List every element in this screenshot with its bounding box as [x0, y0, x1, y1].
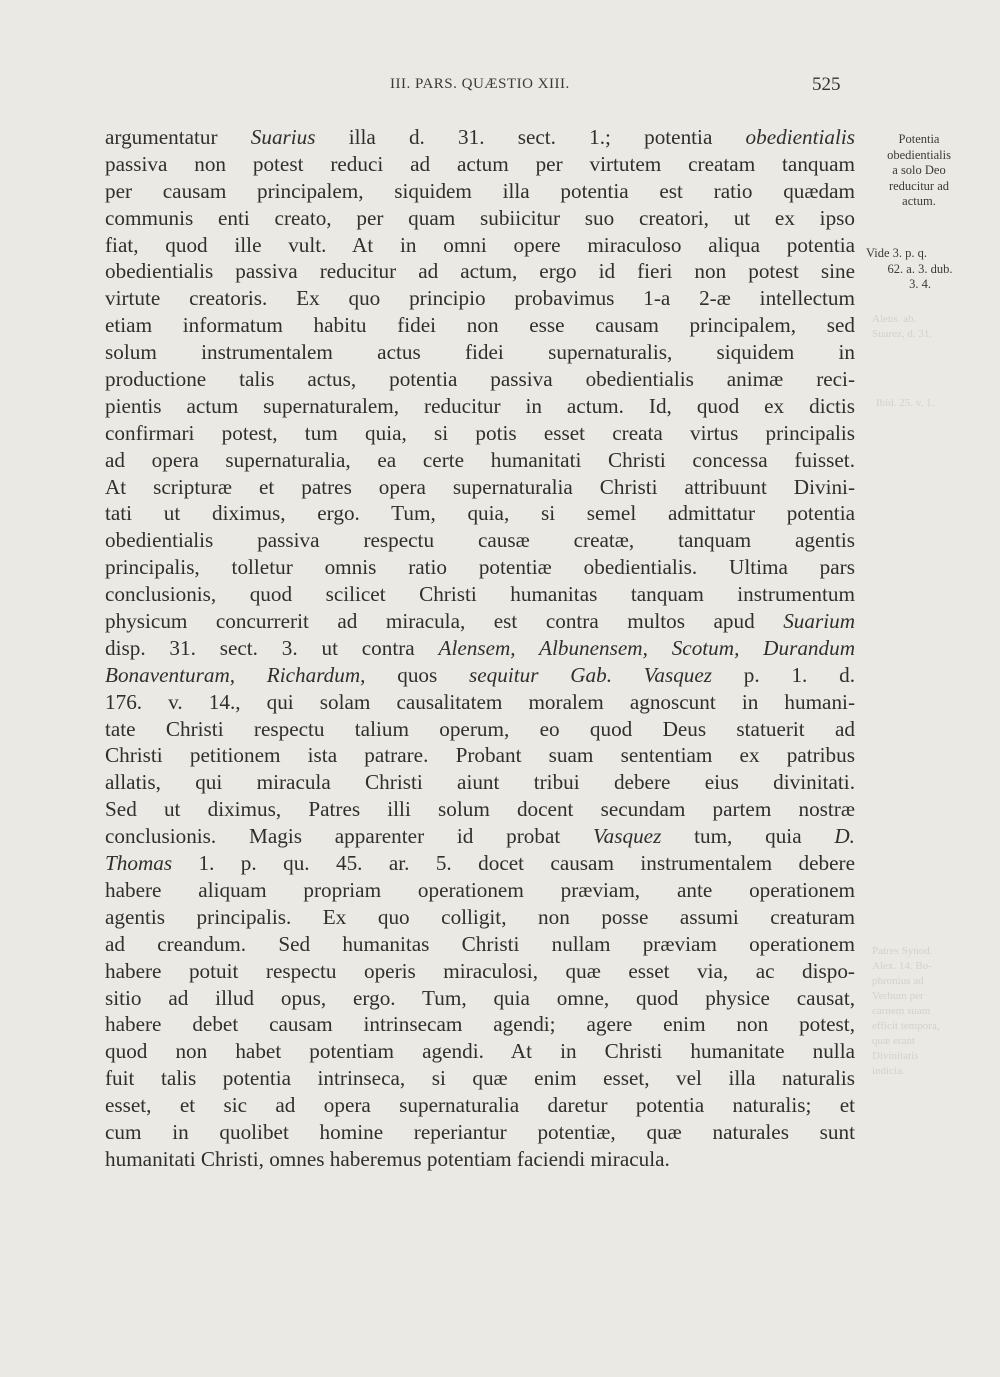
margin-note-line: a solo Deo	[892, 163, 946, 177]
text-line	[105, 904, 855, 931]
text-run: conclusionis. Magis apparenter id probat	[105, 824, 594, 849]
text-run: per causam principalem, siquidem illa potentia est ratio quædam	[105, 178, 855, 203]
text-run: obedientialis passiva respectu causæ creatæ, tanquam agentis	[105, 528, 855, 553]
italic-text: sequitur Gab. Vasquez	[469, 662, 713, 687]
bleed-through-line: indicia.	[872, 1065, 905, 1077]
text-run: habere aliquam propriam operationem præviam, ante operationem	[105, 877, 855, 902]
bleed-through-note	[872, 944, 992, 1079]
text-run: At scripturæ et patres opera supernaturalia Christi attribuunt Divini-	[105, 474, 855, 499]
text-line	[105, 474, 855, 501]
italic-text: Thomas	[105, 851, 173, 876]
text-run: ad creandum. Sed humanitas Christi nullam præviam operationem	[105, 931, 855, 956]
text-line	[105, 527, 855, 554]
italic-text: Suarium	[783, 609, 855, 634]
text-line	[105, 662, 855, 689]
bleed-through-line: Ibid. 25. v. 1.	[876, 397, 935, 409]
text-run: ad opera supernaturalia, ea certe humanitati Christi concessa fuisset.	[105, 447, 855, 472]
bleed-through-line: Verbum per	[872, 990, 924, 1002]
text-line	[105, 1146, 855, 1173]
text-line	[105, 285, 855, 312]
margin-note-line: actum.	[902, 194, 936, 208]
italic-text: Alensem, Albunensem, Scotum, Durandum	[438, 635, 855, 660]
bleed-through-note	[872, 312, 982, 342]
text-line	[105, 823, 855, 850]
text-run: etiam informatum habitu fidei non esse causam principalem, sed	[105, 313, 855, 338]
italic-text: Suarius	[250, 125, 316, 149]
bleed-through-line: quæ erant	[872, 1035, 916, 1047]
italic-text: Vasquez	[593, 824, 662, 849]
text-line	[105, 178, 855, 205]
margin-note-line: obedientialis	[887, 147, 951, 162]
text-line	[105, 205, 855, 232]
bleed-through-note	[876, 396, 986, 411]
text-run: Christi petitionem ista patrare. Probant suam sententiam ex patribus	[105, 743, 855, 768]
text-run: obedientialis passiva reducitur ad actum, ergo id fieri non potest sine	[105, 259, 855, 284]
italic-text: D.	[834, 824, 855, 849]
text-line	[105, 447, 855, 474]
text-run: pientis actum supernaturalem, reducitur in actum. Id, quod ex dictis	[105, 393, 855, 418]
text-run: fiat, quod ille vult. At in omni opere miraculoso aliqua potentia	[105, 232, 855, 257]
text-run: productione talis actus, potentia passiva obedientialis animæ reci-	[105, 367, 855, 392]
text-line	[105, 877, 855, 904]
text-line	[105, 500, 855, 527]
text-run: Sed ut diximus, Patres illi solum docent secundam partem nostræ	[105, 797, 855, 822]
text-line	[105, 420, 855, 447]
margin-note-potentia	[864, 132, 974, 210]
text-run: physicum concurrerit ad miracula, est contra multos apud	[105, 609, 784, 634]
text-line	[105, 985, 855, 1012]
text-run: habere debet causam intrinsecam agendi; agere enim non potest,	[105, 1012, 855, 1037]
text-line	[105, 716, 855, 743]
text-line	[105, 742, 855, 769]
text-run: passiva non potest reduci ad actum per virtutem creatam tanquam	[105, 151, 855, 176]
text-run: quos	[365, 662, 470, 687]
text-line	[105, 796, 855, 823]
text-run: illa d. 31. sect. 1.; potentia	[315, 125, 746, 149]
bleed-through-line: Alens. ab.	[872, 313, 917, 325]
text-line	[105, 1038, 855, 1065]
text-line	[105, 1011, 855, 1038]
bleed-through-line: Alex. 14. Bo-	[872, 960, 932, 972]
margin-note-line: 62. a. 3. dub.	[887, 261, 953, 276]
text-run: tate Christi respectu talium operum, eo quod Deus statuerit ad	[105, 716, 855, 741]
text-run: conclusionis, quod scilicet Christi humanitas tanquam instrumentum	[105, 582, 855, 607]
text-line	[105, 124, 855, 151]
text-line	[105, 958, 855, 985]
text-line	[105, 393, 855, 420]
text-line	[105, 554, 855, 581]
text-line	[105, 258, 855, 285]
text-run: 176. v. 14., qui solam causalitatem moralem agnoscunt in humani-	[105, 689, 855, 714]
text-line	[105, 151, 855, 178]
text-line	[105, 850, 855, 877]
italic-text: obedientialis	[745, 125, 856, 149]
margin-note-line: Vide 3. p. q.	[866, 246, 928, 260]
text-run: communis enti creato, per quam subiicitur suo creatori, ut ex ipso	[105, 205, 855, 230]
text-line	[105, 1119, 855, 1146]
text-run: principalis, tolletur omnis ratio potentiæ obedientialis. Ultima pars	[105, 555, 855, 580]
text-run: 1. p. qu. 45. ar. 5. docet causam instrumentalem debere	[172, 851, 855, 876]
bleed-through-line: efficit tempora,	[872, 1020, 940, 1032]
text-line	[105, 931, 855, 958]
text-run: habere potuit respectu operis miraculosi, quæ esset via, ac dispo-	[105, 958, 855, 983]
text-run: humanitati Christi, omnes haberemus potentiam faciendi miracula.	[105, 1146, 670, 1171]
margin-note-line: 3. 4.	[909, 277, 931, 291]
text-line	[105, 689, 855, 716]
italic-text: Bonaventuram, Richardum,	[105, 662, 366, 687]
bleed-through-line: phronius ad	[872, 975, 924, 987]
margin-note-line: Potentia	[898, 132, 940, 146]
text-line	[105, 366, 855, 393]
text-run: virtute creatoris. Ex quo principio probavimus 1-a 2-æ intellectum	[105, 286, 855, 311]
text-run: quod non habet potentiam agendi. At in Christi humanitate nulla	[105, 1039, 855, 1064]
text-line	[105, 635, 855, 662]
text-line	[105, 1065, 855, 1092]
bleed-through-line: Divinitatis	[872, 1050, 919, 1062]
bleed-through-line: carnem suam	[872, 1005, 931, 1017]
text-run: esset, et sic ad opera supernaturalia daretur potentia naturalis; et	[105, 1093, 855, 1118]
running-head: III. PARS. QUÆSTIO XIII.	[390, 76, 570, 92]
page-number: 525	[812, 74, 841, 95]
bleed-through-line: Patres Synod.	[872, 945, 933, 957]
body-text	[105, 124, 855, 1173]
text-run: disp. 31. sect. 3. ut contra	[105, 635, 439, 660]
text-line	[105, 769, 855, 796]
text-line	[105, 608, 855, 635]
text-run: confirmari potest, tum quia, si potis esset creata virtus principalis	[105, 420, 855, 445]
bleed-through-line: Suarez, d. 31.	[872, 328, 933, 340]
text-line	[105, 339, 855, 366]
text-run: tati ut diximus, ergo. Tum, quia, si semel admittatur potentia	[105, 501, 855, 526]
text-line	[105, 232, 855, 259]
text-line	[105, 1092, 855, 1119]
margin-note-reference	[860, 246, 980, 293]
text-run: argumentatur	[105, 125, 251, 149]
text-run: cum in quolibet homine reperiantur potentiæ, quæ naturales sunt	[105, 1119, 855, 1144]
text-run: allatis, qui miracula Christi aiunt tribui debere eius divinitati.	[105, 770, 855, 795]
text-run: p. 1. d.	[712, 662, 855, 687]
text-run: sitio ad illud opus, ergo. Tum, quia omne, quod physice causat,	[105, 985, 855, 1010]
text-run: fuit talis potentia intrinseca, si quæ enim esset, vel illa naturalis	[105, 1066, 855, 1091]
margin-note-line: reducitur ad	[888, 178, 950, 193]
text-line	[105, 312, 855, 339]
text-run: tum, quia	[661, 824, 835, 849]
text-line	[105, 581, 855, 608]
text-run: agentis principalis. Ex quo colligit, non posse assumi creaturam	[105, 904, 855, 929]
text-run: solum instrumentalem actus fidei supernaturalis, siquidem in	[105, 340, 855, 365]
